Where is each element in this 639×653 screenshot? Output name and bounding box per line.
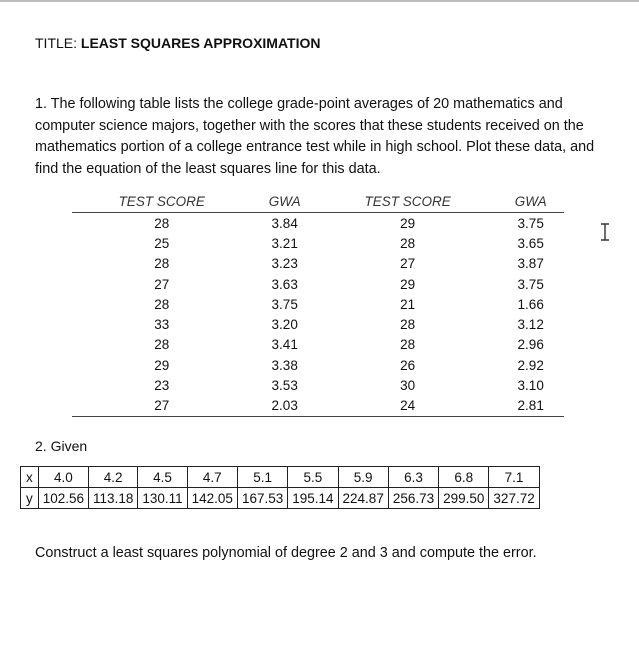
- x-value-cell: 5.9: [338, 467, 388, 488]
- table-row: [72, 375, 564, 395]
- table-cell: 27: [154, 276, 170, 292]
- title-text: LEAST SQUARES APPROXIMATION: [80, 35, 321, 51]
- table-cell: 3.41: [271, 337, 298, 353]
- table-cell: 21: [400, 296, 416, 312]
- table-cell: 30: [400, 378, 416, 394]
- problem-2-label: 2. Given: [35, 438, 88, 454]
- y-row: [21, 488, 540, 509]
- table-row: [72, 213, 564, 234]
- problem-1-text: 1. The following table lists the college grade-point averages of 20 mathematics and computer science majors, together with the scores that these students received on the mathematics portion of a college entrance test while in high school. Plot these data, and find the equation of the least squares line for this data.: [35, 96, 595, 177]
- table-cell: 3.75: [517, 276, 544, 292]
- x-value-cell: 4.5: [138, 467, 187, 488]
- table-cell: 2.81: [517, 398, 544, 414]
- y-value-cell: 102.56: [38, 488, 88, 509]
- table-cell: 28: [400, 317, 416, 333]
- table-cell: 2.03: [271, 398, 298, 414]
- table-cell: 3.84: [271, 215, 298, 231]
- table-cell: 29: [400, 215, 416, 231]
- y-value-cell: 142.05: [187, 488, 237, 509]
- table-cell: 3.10: [517, 378, 544, 394]
- table-cell: 3.63: [271, 276, 298, 292]
- table-cell: 29: [400, 276, 416, 292]
- table-cell: 25: [154, 235, 170, 251]
- table-cell: 24: [400, 398, 416, 414]
- table-cell: 3.20: [271, 317, 298, 333]
- table-row: [72, 396, 564, 417]
- x-value-cell: 4.7: [187, 467, 237, 488]
- table-cell: 23: [154, 378, 170, 394]
- x-value-cell: 4.0: [38, 467, 88, 488]
- y-value-cell: 167.53: [237, 488, 287, 509]
- x-value-cell: 6.8: [439, 467, 489, 488]
- table-row: [72, 233, 564, 253]
- table-row: [72, 314, 564, 334]
- table-cell: 2.96: [517, 337, 544, 353]
- table-cell: 27: [400, 256, 416, 272]
- x-value-cell: 7.1: [489, 467, 539, 488]
- y-value-cell: 130.11: [138, 488, 187, 509]
- table-cell: 28: [154, 215, 170, 231]
- table-row: [72, 254, 564, 274]
- top-border: [0, 0, 639, 2]
- table-cell: 28: [154, 256, 170, 272]
- table-cell: 3.65: [517, 235, 544, 251]
- y-value-cell: 195.14: [288, 488, 338, 509]
- title-label: TITLE:: [35, 35, 78, 51]
- score-table-body: [72, 213, 564, 417]
- table-cell: 28: [154, 337, 170, 353]
- header-test-score-2: TEST SCORE: [364, 193, 451, 209]
- table-cell: 28: [154, 296, 170, 312]
- text-cursor-icon: [598, 222, 612, 242]
- y-value-cell: 256.73: [388, 488, 438, 509]
- document-title: [35, 35, 320, 51]
- y-value-cell: 327.72: [489, 488, 539, 509]
- table-row: [72, 294, 564, 314]
- table-cell: 28: [400, 235, 416, 251]
- table-cell: 3.38: [271, 357, 298, 373]
- problem-2-instruction: Construct a least squares polynomial of degree 2 and 3 and compute the error.: [35, 545, 537, 561]
- table-cell: 33: [154, 317, 170, 333]
- x-value-cell: 4.2: [89, 467, 138, 488]
- table-cell: 3.75: [517, 215, 544, 231]
- table-cell: 2.92: [517, 357, 544, 373]
- table-cell: 3.23: [271, 256, 298, 272]
- table-row: [72, 274, 564, 294]
- y-value-cell: 113.18: [89, 488, 138, 509]
- x-value-cell: 6.3: [388, 467, 438, 488]
- score-table-header: [72, 190, 564, 213]
- table-cell: 1.66: [517, 296, 544, 312]
- y-value-cell: 224.87: [338, 488, 388, 509]
- x-row: [21, 467, 540, 488]
- y-label: y: [21, 488, 39, 509]
- score-table: [72, 190, 564, 417]
- table-cell: 3.53: [271, 378, 298, 394]
- table-cell: 29: [154, 357, 170, 373]
- table-cell: 26: [400, 357, 416, 373]
- xy-table: [20, 466, 540, 509]
- table-row: [72, 355, 564, 375]
- x-value-cell: 5.5: [288, 467, 338, 488]
- x-label: x: [21, 467, 39, 488]
- table-cell: 3.75: [271, 296, 298, 312]
- table-cell: 3.87: [517, 256, 544, 272]
- table-cell: 3.12: [517, 317, 544, 333]
- table-cell: 27: [154, 398, 170, 414]
- header-gwa-2: GWA: [514, 193, 547, 209]
- table-cell: 3.21: [271, 235, 298, 251]
- y-value-cell: 299.50: [439, 488, 489, 509]
- table-row: [72, 335, 564, 355]
- header-gwa-1: GWA: [268, 193, 301, 209]
- header-test-score-1: TEST SCORE: [118, 193, 205, 209]
- x-value-cell: 5.1: [237, 467, 287, 488]
- table-cell: 28: [400, 337, 416, 353]
